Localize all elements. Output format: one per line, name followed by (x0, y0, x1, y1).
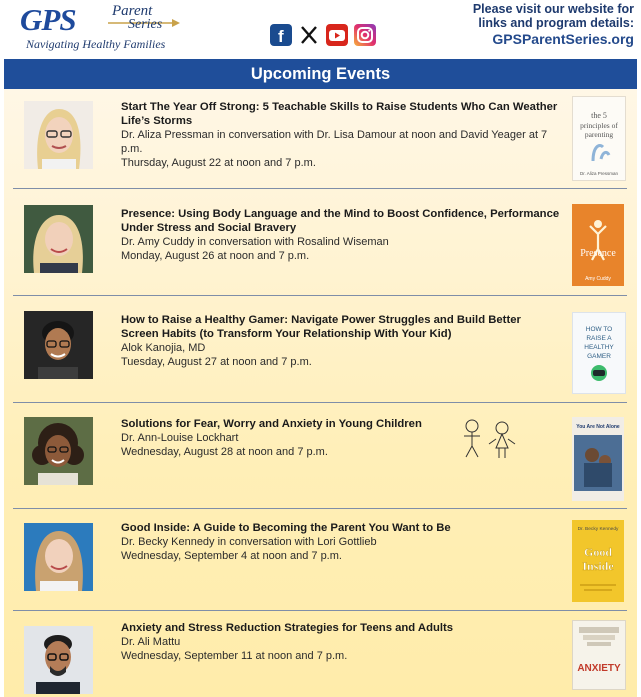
event-speakers: Dr. Amy Cuddy in conversation with Rosalind Wiseman (121, 236, 389, 248)
event-date: Thursday, August 22 at noon and 7 p.m. (121, 157, 316, 169)
event-date: Wednesday, August 28 at noon and 7 p.m. (121, 446, 328, 458)
x-icon[interactable] (298, 24, 320, 46)
event-title[interactable]: How to Raise a Healthy Gamer: Navigate Power Struggles and Build Better Screen Habits (to Transform Your Relationship With Your Kid) (121, 314, 521, 340)
website-callout (473, 2, 634, 48)
svg-text:HEALTHY: HEALTHY (584, 344, 614, 351)
divider (13, 295, 627, 296)
book-cover (572, 204, 624, 286)
logo-tagline: Navigating Healthy Families (26, 37, 166, 51)
divider (13, 508, 627, 509)
logo-parent-text: Parent (112, 3, 153, 19)
speaker-photo (24, 311, 93, 379)
svg-text:GAMER: GAMER (587, 353, 611, 360)
event-date: Wednesday, September 4 at noon and 7 p.m. (121, 550, 342, 562)
divider (13, 610, 627, 611)
visit-line-2: links and program details: (478, 16, 634, 30)
event-title[interactable]: Start The Year Off Strong: 5 Teachable Skills to Raise Students Who Can Weather Life’s Storms (121, 101, 558, 127)
speaker-photo (24, 205, 93, 273)
svg-text:Dr. Aliza Pressman: Dr. Aliza Pressman (579, 171, 619, 176)
svg-text:RAISE A: RAISE A (586, 335, 612, 342)
divider (13, 188, 627, 189)
book-cover (572, 520, 624, 602)
svg-text:HOW TO: HOW TO (585, 326, 613, 333)
children-doodle-icon (456, 417, 524, 461)
svg-text:Inside: Inside (582, 559, 614, 573)
book-cover (572, 417, 624, 501)
svg-text:Good: Good (583, 545, 613, 559)
logo-gps-text: GPS (20, 2, 76, 37)
event-speakers: Dr. Aliza Pressman in conversation with Dr. Lisa Damour at noon and David Yeager at 7 p.m. (121, 129, 548, 155)
instagram-icon[interactable] (354, 24, 376, 46)
event-speakers: Dr. Ali Mattu (121, 636, 181, 648)
visit-line-1: Please visit our website for (472, 2, 634, 16)
event-title[interactable]: Anxiety and Stress Reduction Strategies for Teens and Adults (121, 622, 454, 634)
website-link[interactable]: GPSParentSeries.org (492, 31, 634, 47)
facebook-icon[interactable] (270, 24, 292, 46)
svg-text:Dr. Becky Kennedy: Dr. Becky Kennedy (577, 527, 619, 532)
event-speakers: Dr. Becky Kennedy in conversation with Lori Gottlieb (121, 536, 377, 548)
logo-series-text: Series (128, 17, 163, 32)
svg-text:ANXIETY: ANXIETY (577, 663, 621, 674)
svg-text:the 5: the 5 (591, 111, 607, 120)
events-list (4, 89, 637, 697)
gps-parent-series-logo[interactable] (20, 3, 190, 55)
svg-text:You Are Not Alone: You Are Not Alone (576, 424, 620, 430)
event-title[interactable]: Presence: Using Body Language and the Mind to Boost Confidence, Performance Under Stress and Social Bravery (121, 208, 560, 234)
speaker-photo (24, 523, 93, 591)
event-speakers: Dr. Ann-Louise Lockhart (121, 432, 239, 444)
event-date: Monday, August 26 at noon and 7 p.m. (121, 250, 310, 262)
social-links (270, 24, 376, 46)
youtube-icon[interactable] (326, 24, 348, 46)
event-date: Wednesday, September 11 at noon and 7 p.m. (121, 650, 348, 662)
book-cover (572, 620, 626, 690)
event-date: Tuesday, August 27 at noon and 7 p.m. (121, 356, 312, 368)
svg-text:Amy Cuddy: Amy Cuddy (585, 276, 611, 282)
book-cover (572, 96, 626, 181)
svg-text:parenting: parenting (584, 130, 614, 139)
event-speakers: Alok Kanojia, MD (121, 342, 206, 354)
divider (13, 402, 627, 403)
speaker-photo (24, 626, 93, 694)
speaker-photo (24, 417, 93, 485)
speaker-photo (24, 101, 93, 169)
event-title[interactable]: Good Inside: A Guide to Becoming the Parent You Want to Be (121, 522, 451, 534)
svg-text:f: f (278, 27, 284, 46)
svg-text:principles of: principles of (580, 121, 618, 130)
upcoming-events-banner: Upcoming Events (4, 59, 637, 89)
book-cover (572, 312, 626, 394)
header (0, 0, 641, 58)
event-title[interactable]: Solutions for Fear, Worry and Anxiety in Young Children (121, 418, 422, 430)
svg-text:Presence: Presence (580, 248, 616, 259)
